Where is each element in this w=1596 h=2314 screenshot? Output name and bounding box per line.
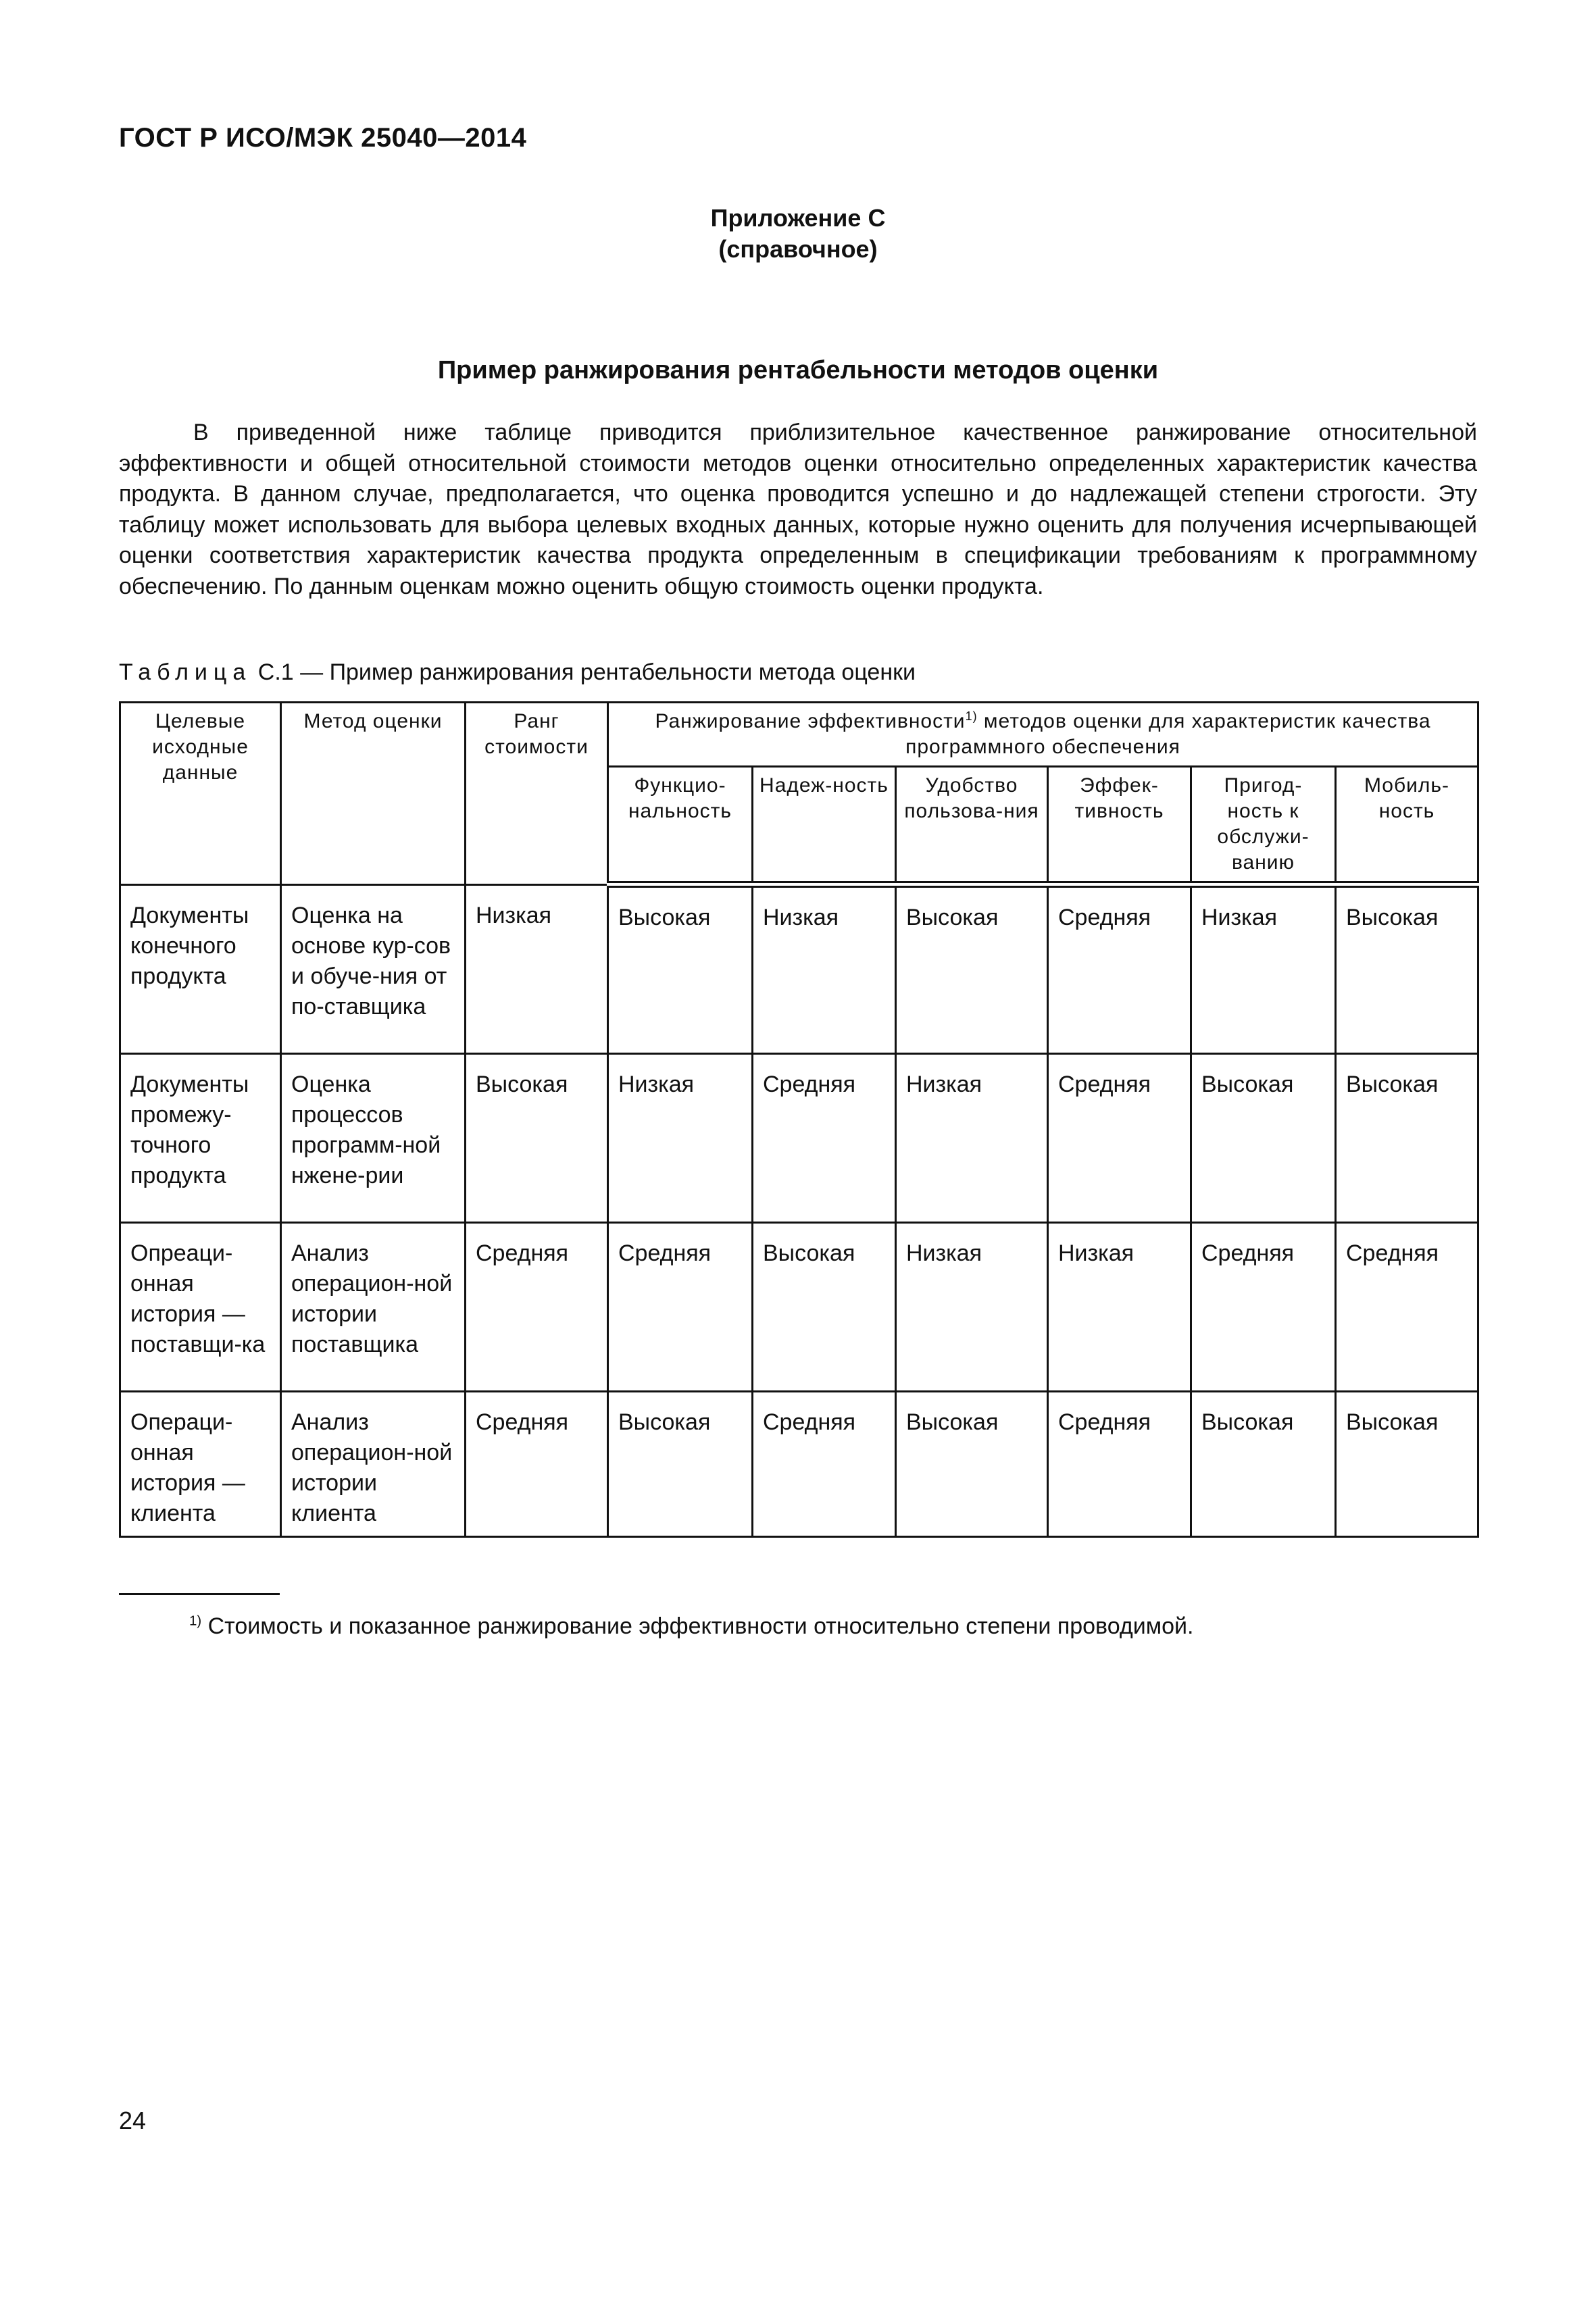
cell-maintainability: Высокая (1191, 1053, 1336, 1222)
cell-cost: Средняя (466, 1222, 608, 1391)
ranking-table (119, 701, 1479, 1538)
page-number: 24 (119, 2107, 147, 2134)
cell-usability: Высокая (896, 884, 1048, 1053)
cell-functionality: Низкая (608, 1053, 753, 1222)
header-functionality: Функцио-нальность (608, 767, 753, 885)
table-row (120, 1053, 1478, 1222)
document-code: ГОСТ Р ИСО/МЭК 25040—2014 (119, 123, 527, 153)
cell-reliability: Низкая (753, 884, 896, 1053)
cell-maintainability: Низкая (1191, 884, 1336, 1053)
cell-maintainability: Средняя (1191, 1222, 1336, 1391)
header-method: Метод оценки (281, 703, 466, 885)
header-maintainability: Пригод-ность к обслужи-ванию (1191, 767, 1336, 885)
footnote-divider (119, 1593, 280, 1595)
cell-method: Оценка процессов программ-ной нжене-рии (281, 1053, 466, 1222)
cell-cost: Высокая (466, 1053, 608, 1222)
cell-target: Опреаци-онная история — поставщи-ка (120, 1222, 281, 1391)
cell-reliability: Средняя (753, 1053, 896, 1222)
cell-usability: Низкая (896, 1222, 1048, 1391)
appendix-title: Приложение С (710, 204, 886, 232)
cell-usability: Низкая (896, 1053, 1048, 1222)
cell-portability: Высокая (1336, 1053, 1478, 1222)
cell-method: Анализ операцион-ной истории поставщика (281, 1222, 466, 1391)
cell-target: Документы промежу-точного продукта (120, 1053, 281, 1222)
appendix-subtitle: (справочное) (718, 235, 878, 263)
header-effectiveness-text-b: методов оценки для характеристик качества программного обеспечения (905, 710, 1431, 758)
header-effectiveness-group (608, 703, 1478, 767)
cell-functionality: Высокая (608, 884, 753, 1053)
cell-reliability: Высокая (753, 1222, 896, 1391)
cell-usability: Высокая (896, 1391, 1048, 1536)
header-cost-rank: Ранг стоимости (466, 703, 608, 885)
header-usability: Удобство пользова-ния (896, 767, 1048, 885)
cell-target: Документы конечного продукта (120, 884, 281, 1053)
cell-functionality: Высокая (608, 1391, 753, 1536)
header-effectiveness-text-a: Ранжирование эффективности (655, 710, 966, 732)
section-title: Пример ранжирования рентабельности методов оценки (437, 356, 1159, 384)
table-row (120, 1222, 1478, 1391)
appendix-heading (0, 203, 1596, 265)
header-efficiency: Эффек-тивность (1048, 767, 1191, 885)
intro-paragraph: В приведенной ниже таблице приводится приблизительное качественное ранжирование относительной эффективности и общей относительной стоимости методов оценки относительно определенных характеристик качества продукта. В данном случае, предполагается, что оценка проводится успешно и до надлежащей степени строгости. Эту таблицу может использовать для выбора целевых входных данных, которые нужно оценить для получения исчерпывающей оценки соответствия характеристик качества продукта определенным в спецификации требованиям к программному обеспечению. По данным оценкам можно оценить общую стоимость оценки продукта. (119, 420, 1477, 599)
cell-target: Операци-онная история — клиента (120, 1391, 281, 1536)
footnote-text: Стоимость и показанное ранжирование эффективности относительно степени проводимой. (201, 1613, 1194, 1639)
table-row (120, 884, 1478, 1053)
cell-efficiency: Низкая (1048, 1222, 1191, 1391)
footnote-ref: 1) (965, 709, 978, 723)
table-row (120, 1391, 1478, 1536)
table-caption-label: Таблица (119, 659, 252, 685)
header-target-inputs: Целевые исходные данные (120, 703, 281, 885)
cell-efficiency: Средняя (1048, 884, 1191, 1053)
cell-functionality: Средняя (608, 1222, 753, 1391)
footnote-marker: 1) (189, 1613, 202, 1629)
table-caption (119, 659, 916, 686)
header-reliability: Надеж-ность (753, 767, 896, 885)
cell-method: Анализ операцион-ной истории клиента (281, 1391, 466, 1536)
table-caption-text: С.1 — Пример ранжирования рентабельности метода оценки (257, 659, 916, 685)
cell-method: Оценка на основе кур-сов и обуче-ния от по-ставщика (281, 884, 466, 1053)
cell-cost: Средняя (466, 1391, 608, 1536)
cell-portability: Средняя (1336, 1222, 1478, 1391)
cell-efficiency: Средняя (1048, 1053, 1191, 1222)
cell-maintainability: Высокая (1191, 1391, 1336, 1536)
cell-portability: Высокая (1336, 884, 1478, 1053)
cell-portability: Высокая (1336, 1391, 1478, 1536)
header-portability: Мобиль-ность (1336, 767, 1478, 885)
cell-efficiency: Средняя (1048, 1391, 1191, 1536)
cell-reliability: Средняя (753, 1391, 896, 1536)
footnote (189, 1613, 1193, 1640)
cell-cost: Низкая (466, 884, 608, 1053)
